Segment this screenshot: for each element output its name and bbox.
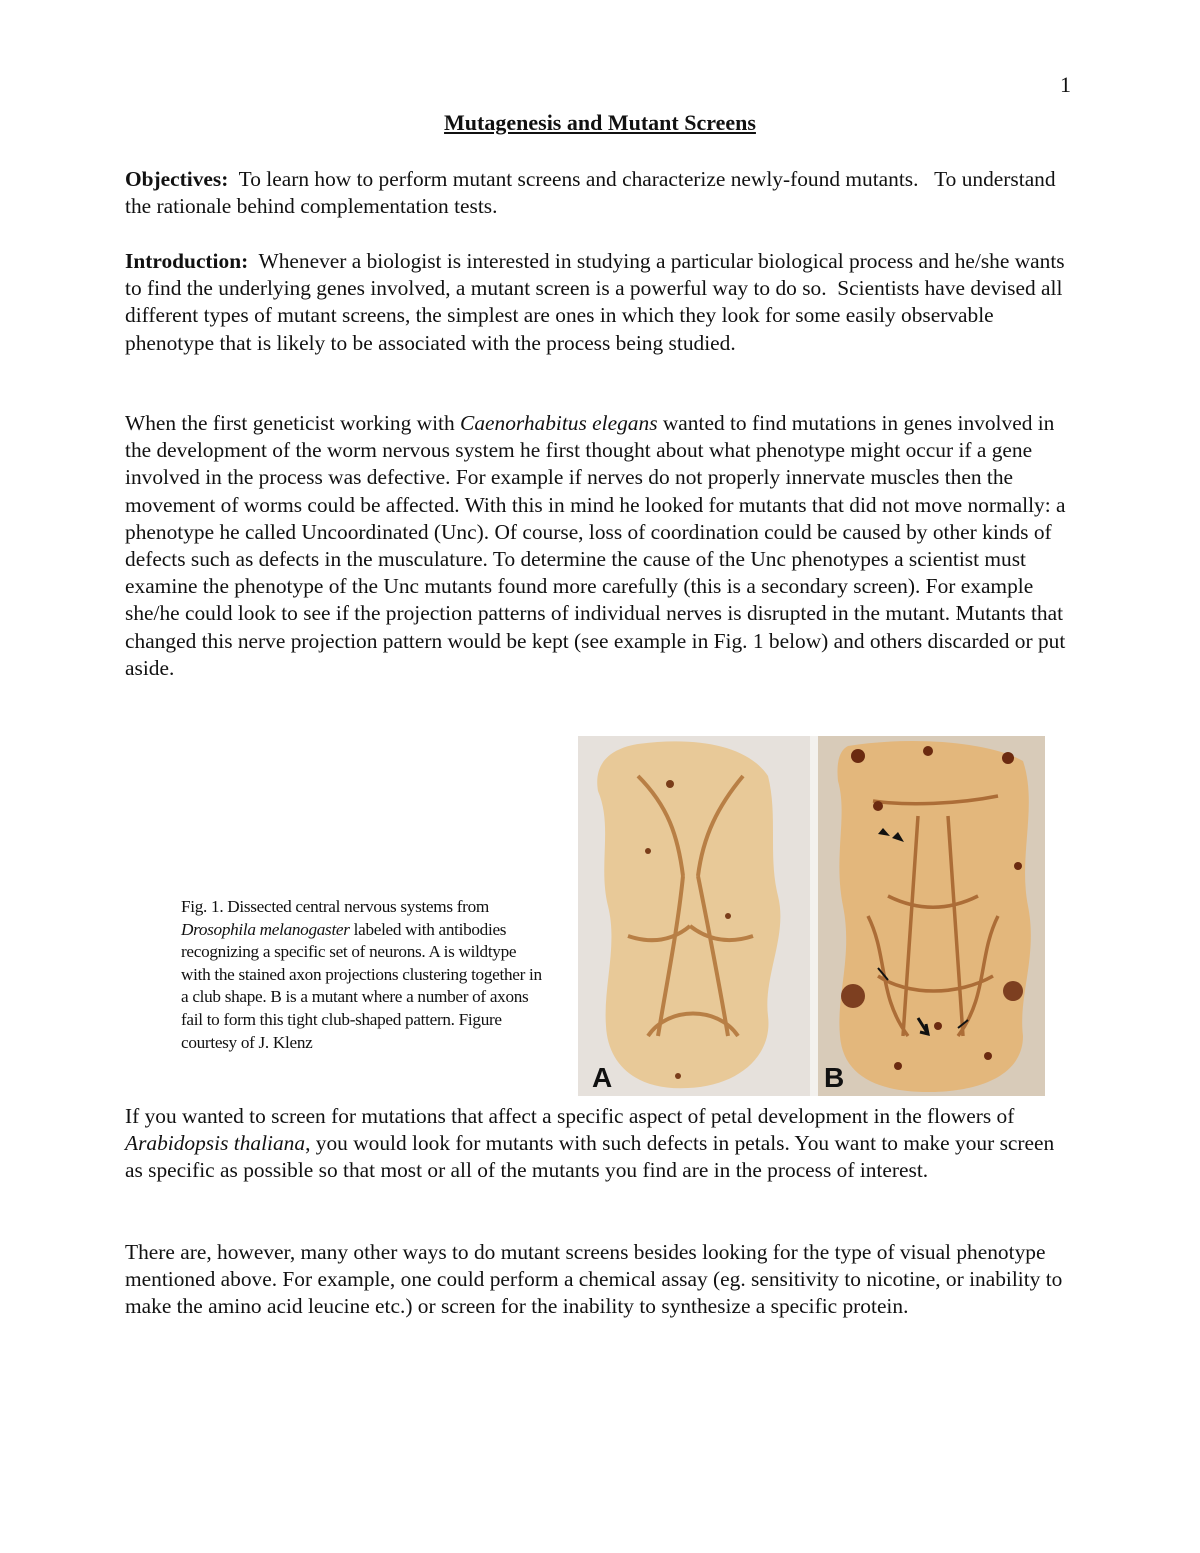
caption-species: Drosophila melanogaster — [181, 919, 350, 939]
arabidopsis-paragraph — [125, 1103, 1070, 1185]
objectives-label: Objectives: — [125, 167, 229, 191]
introduction-text: Whenever a biologist is interested in studying a particular biological process and he/she wants to find the underlying genes involved, a mutant screen is a powerful way to do so. Scientists have devised all different types of mutant screens, the simplest are ones in which they look for some easily observable phenotype that is likely to be associated with the process being studied. — [125, 249, 1070, 355]
caption-text-after: labeled with antibodies recognizing a specific set of neurons. A is wildtype with the stained axon projections clustering together in a club shape. B is a mutant where a number of axons fail to form this tight club-shaped pattern. Figure courtesy of J. Klenz — [181, 919, 542, 1052]
objectives-paragraph — [125, 166, 1070, 220]
other-screens-paragraph: There are, however, many other ways to do mutant screens besides looking for the type of visual phenotype mentioned above. For example, one could perform a chemical assay (eg. sensitivity to nicotine, or inability to make the amino acid leucine etc.) or screen for the inability to synthesize a specific protein. — [125, 1240, 1063, 1319]
caption-text-before: Fig. 1. Dissected central nervous systems from — [181, 897, 489, 916]
objectives-text: To learn how to perform mutant screens and characterize newly-found mutants. To understand the rationale behind complementation tests. — [125, 167, 1061, 219]
panel-a-label: A — [592, 1062, 613, 1093]
introduction-label: Introduction: — [125, 249, 249, 273]
arabidopsis-text-after: , you would look for mutants with such defects in petals. You want to make your screen as specific as possible so that most or all of the mutants you find are in the process of interest. — [125, 1131, 1055, 1183]
panel-b-label: B — [824, 1062, 845, 1093]
wildtype-cns-image — [578, 736, 810, 1096]
figure-panel-b — [818, 736, 1045, 1096]
arabidopsis-text-before: If you wanted to screen for mutations that affect a specific aspect of petal development in the flowers of — [125, 1104, 1015, 1128]
arabidopsis-species: Arabidopsis thaliana — [125, 1131, 306, 1156]
elegans-paragraph — [125, 410, 1070, 682]
elegans-species: Caenorhabitus elegans — [460, 411, 658, 435]
figure-panel-a — [578, 736, 810, 1096]
elegans-text-after: wanted to find mutations in genes involved in the development of the worm nervous system he first thought about what phenotype might occur if a gene involved in the process was defective. For example if nerves do not properly innervate muscles then the movement of worms could be affected. With this in mind he looked for mutants that did not move normally: a phenotype he called Uncoordinated (Unc). Of course, loss of coordination could be caused by other kinds of defects such as defects in the musculature. To determine the cause of the Unc phenotypes a scientist must examine the phenotype of the Unc mutants found more carefully (this is a secondary screen). For example she/he could look to see if the projection patterns of individual nerves is disrupted in the mutant. Mutants that changed this nerve projection pattern would be kept (see example in Fig. 1 below) and others discarded or put aside. — [125, 411, 1066, 680]
introduction-paragraph — [125, 248, 1070, 357]
page-number: 1 — [1060, 72, 1071, 97]
document-title: Mutagenesis and Mutant Screens — [444, 110, 756, 135]
figure-nervous-systems — [578, 736, 1045, 1096]
elegans-text-before: When the first geneticist working with — [125, 411, 461, 435]
panel-divider — [810, 736, 818, 1096]
figure-caption — [181, 896, 546, 1054]
mutant-cns-image — [818, 736, 1045, 1096]
